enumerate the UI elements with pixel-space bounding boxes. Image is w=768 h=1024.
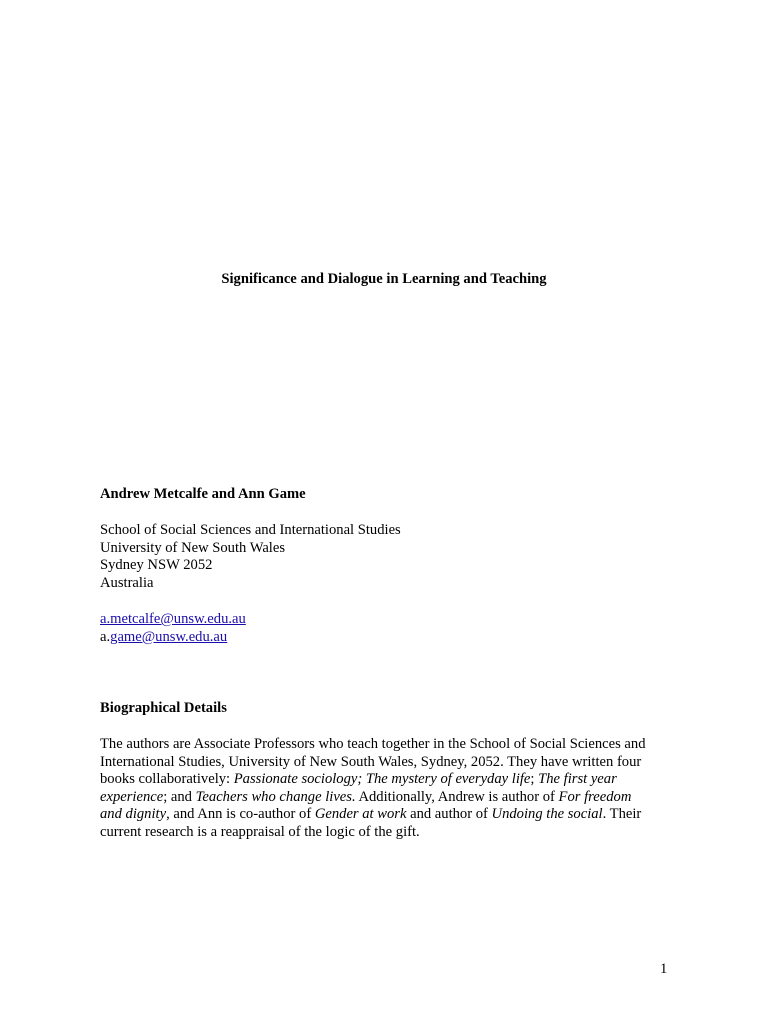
affiliation-school: School of Social Sciences and International Studies: [100, 522, 401, 538]
page-title: Significance and Dialogue in Learning and Teaching: [221, 271, 547, 287]
email-link-metcalfe[interactable]: a.metcalfe@unsw.edu.au: [100, 611, 246, 627]
book-title-passionate-sociology: Passionate sociology; The mystery of everyday life: [233, 771, 531, 788]
bio-paragraph: [100, 736, 670, 842]
bio-text-span: books collaboratively:: [100, 771, 234, 788]
bio-text-span: and author of: [406, 806, 492, 823]
affiliation-city: Sydney NSW 2052: [100, 557, 213, 574]
bio-heading: Biographical Details: [100, 700, 227, 716]
book-title-experience: experience: [100, 788, 164, 805]
email-list: [100, 611, 246, 646]
bio-text-span: Additionally, Andrew is author of: [355, 788, 559, 805]
bio-line: current research is a reappraisal of the logic of the gift.: [100, 823, 420, 840]
book-title-first-year: The first year: [538, 771, 617, 788]
bio-line: The authors are Associate Professors who teach together in the School of Social Sciences and: [100, 736, 646, 752]
bio-line: [100, 789, 670, 807]
authors: Andrew Metcalfe and Ann Game: [100, 486, 306, 502]
affiliation: [100, 522, 401, 592]
bio-text-span: ;: [530, 771, 539, 788]
book-title-dignity: and dignity: [100, 806, 167, 823]
bio-text-span: . Their: [602, 806, 642, 823]
email-line-1: [100, 611, 246, 629]
book-title-freedom: For freedom: [558, 788, 632, 805]
book-title-gender-at-work: Gender at work: [314, 806, 407, 823]
affiliation-country: Australia: [100, 574, 154, 591]
email-link-game[interactable]: game@unsw.edu.au: [110, 628, 228, 645]
page-number: 1: [660, 961, 668, 977]
bio-line: International Studies, University of New South Wales, Sydney, 2052. They have written four: [100, 753, 642, 770]
affiliation-university: University of New South Wales: [100, 539, 286, 556]
book-title-undoing-the-social: Undoing the social: [491, 806, 603, 823]
bio-text-span: ; and: [163, 788, 196, 805]
bio-text-span: , and Ann is co-author of: [166, 806, 315, 823]
bio-line: [100, 806, 670, 824]
bio-line: [100, 771, 670, 789]
email-line-2: [100, 629, 246, 647]
email-prefix-game: a.: [100, 628, 111, 645]
book-title-teachers: Teachers who change lives.: [195, 788, 356, 805]
